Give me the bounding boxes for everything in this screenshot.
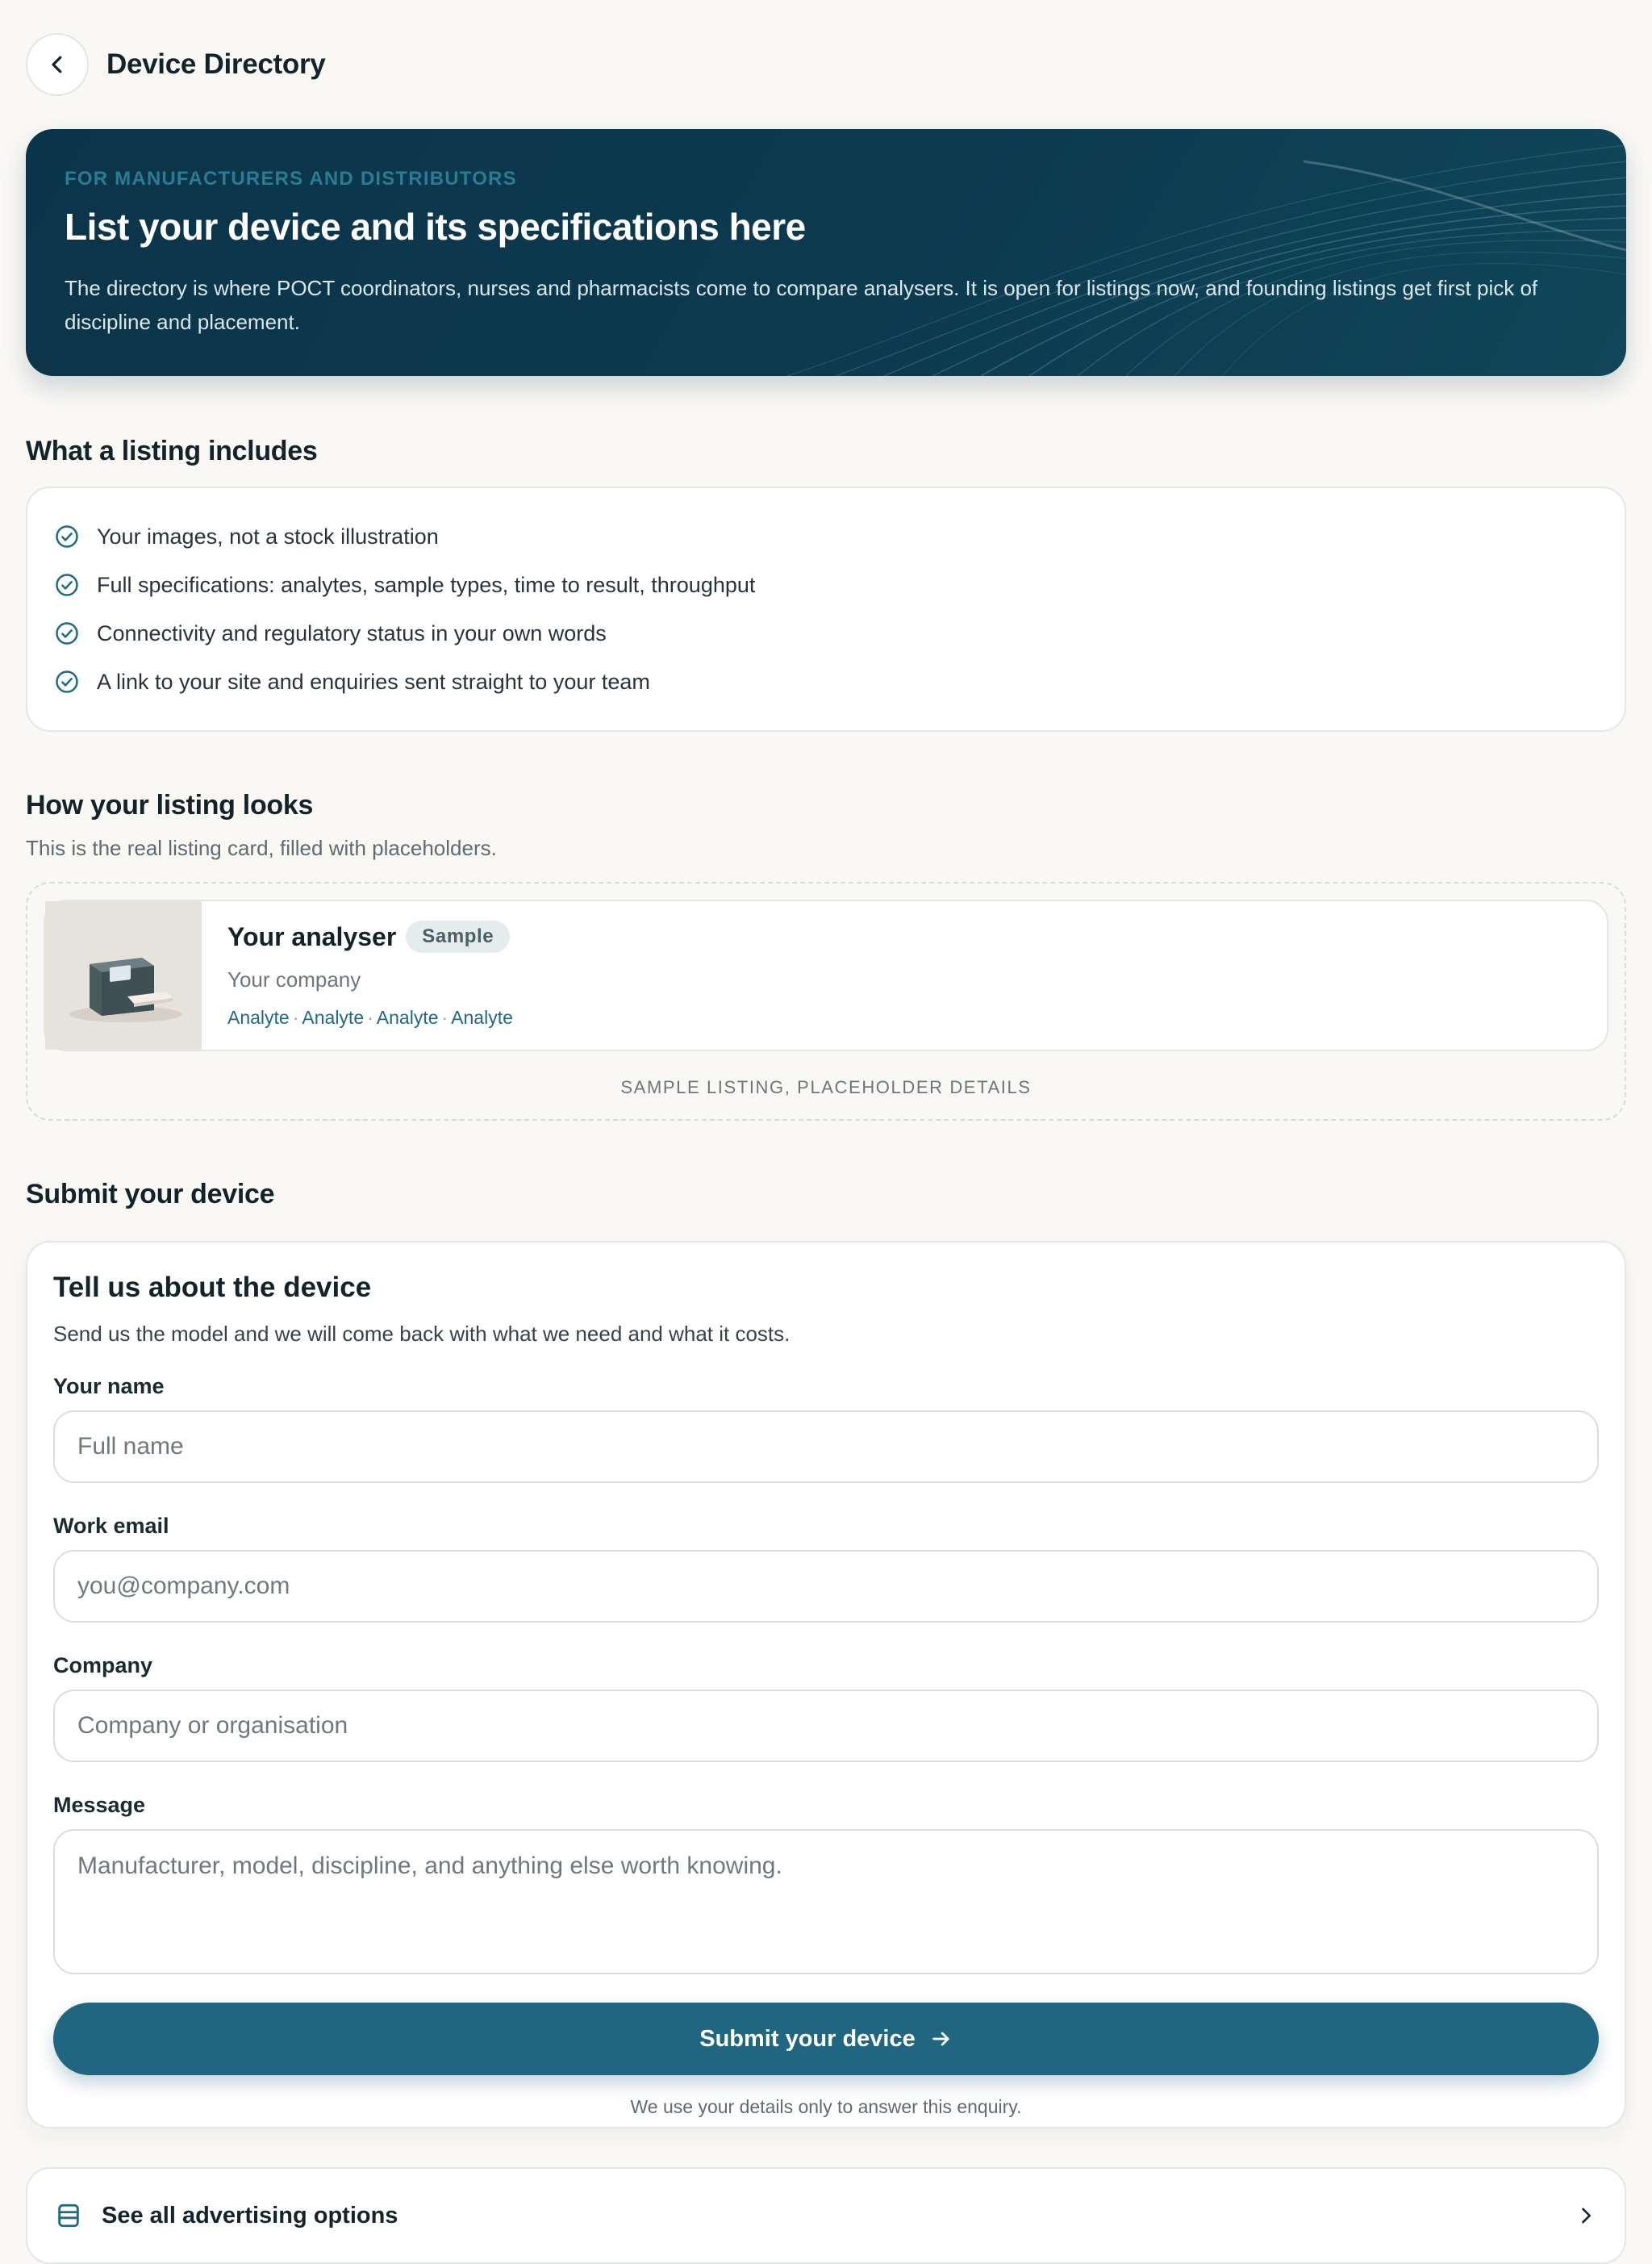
analyte-list bbox=[227, 1007, 513, 1029]
list-item bbox=[55, 561, 1597, 609]
list-item bbox=[55, 512, 1597, 561]
hero-title: List your device and its specifications here bbox=[65, 206, 806, 248]
sample-badge: Sample bbox=[406, 921, 510, 953]
advertising-options-link[interactable] bbox=[26, 2167, 1626, 2264]
hero-kicker: FOR MANUFACTURERS AND DISTRIBUTORS bbox=[65, 168, 517, 190]
listing-card[interactable] bbox=[44, 900, 1608, 1051]
top-bar bbox=[26, 0, 1626, 129]
listing-info bbox=[202, 901, 539, 1050]
name-label: Your name bbox=[53, 1374, 165, 1398]
includes-card bbox=[26, 487, 1626, 732]
analyte-tag: Analyte bbox=[376, 1007, 439, 1028]
chevron-right-icon bbox=[1575, 2204, 1597, 2227]
listing-company: Your company bbox=[227, 967, 361, 992]
includes-heading: What a listing includes bbox=[26, 436, 318, 466]
list-item bbox=[55, 609, 1597, 658]
listing-name-row bbox=[227, 921, 513, 953]
submit-heading: Submit your device bbox=[26, 1179, 275, 1209]
include-text: Connectivity and regulatory status in your own words bbox=[97, 620, 607, 645]
submit-button-label: Submit your device bbox=[699, 2025, 916, 2052]
submit-button[interactable] bbox=[53, 2003, 1599, 2075]
message-textarea[interactable] bbox=[53, 1829, 1599, 1974]
analyte-tag: Analyte bbox=[227, 1007, 290, 1028]
arrow-right-icon bbox=[930, 2028, 953, 2050]
check-circle-icon bbox=[55, 621, 79, 645]
analyte-separator: · bbox=[441, 1007, 448, 1028]
check-circle-icon bbox=[55, 670, 79, 694]
email-input[interactable] bbox=[53, 1550, 1599, 1623]
sample-listing-frame bbox=[26, 882, 1626, 1121]
company-input[interactable] bbox=[53, 1690, 1599, 1762]
include-text: A link to your site and enquiries sent straight to your team bbox=[97, 669, 650, 694]
page-title: Device Directory bbox=[106, 48, 326, 80]
analyte-separator: · bbox=[292, 1007, 299, 1028]
privacy-note: We use your details only to answer this enquiry. bbox=[630, 2096, 1022, 2117]
back-button[interactable] bbox=[26, 33, 89, 96]
listing-name: Your analyser bbox=[227, 921, 397, 951]
list-item bbox=[55, 658, 1597, 706]
advertising-icon bbox=[55, 2202, 82, 2229]
sample-caption: SAMPLE LISTING, PLACEHOLDER DETAILS bbox=[620, 1077, 1032, 1097]
include-text: Full specifications: analytes, sample types, time to result, throughput bbox=[97, 572, 756, 597]
analyte-separator: · bbox=[367, 1007, 373, 1028]
preview-heading: How your listing looks bbox=[26, 790, 314, 821]
message-label: Message bbox=[53, 1793, 146, 1817]
check-circle-icon bbox=[55, 524, 79, 549]
analyte-tag: Analyte bbox=[451, 1007, 513, 1028]
preview-subheading: This is the real listing card, filled with placeholders. bbox=[26, 836, 497, 860]
analyser-image bbox=[45, 901, 202, 1050]
name-input[interactable] bbox=[53, 1410, 1599, 1483]
device-form bbox=[26, 1241, 1626, 2128]
check-circle-icon bbox=[55, 573, 79, 597]
analyte-tag: Analyte bbox=[302, 1007, 365, 1028]
hero-banner bbox=[26, 129, 1626, 376]
chevron-left-icon bbox=[45, 52, 69, 77]
form-title: Tell us about the device bbox=[53, 1272, 372, 1303]
form-subtitle: Send us the model and we will come back with what we need and what it costs. bbox=[53, 1322, 791, 1346]
include-text: Your images, not a stock illustration bbox=[97, 524, 439, 549]
company-label: Company bbox=[53, 1653, 153, 1677]
advertising-options-label: See all advertising options bbox=[102, 2202, 398, 2228]
email-label: Work email bbox=[53, 1514, 169, 1538]
hero-description: The directory is where POCT coordinators, nurses and pharmacists come to compare analysers. It is open for listings now, and founding listings get first pick of discipline and placement. bbox=[65, 276, 1538, 334]
hero-wave-decoration bbox=[739, 129, 1626, 376]
